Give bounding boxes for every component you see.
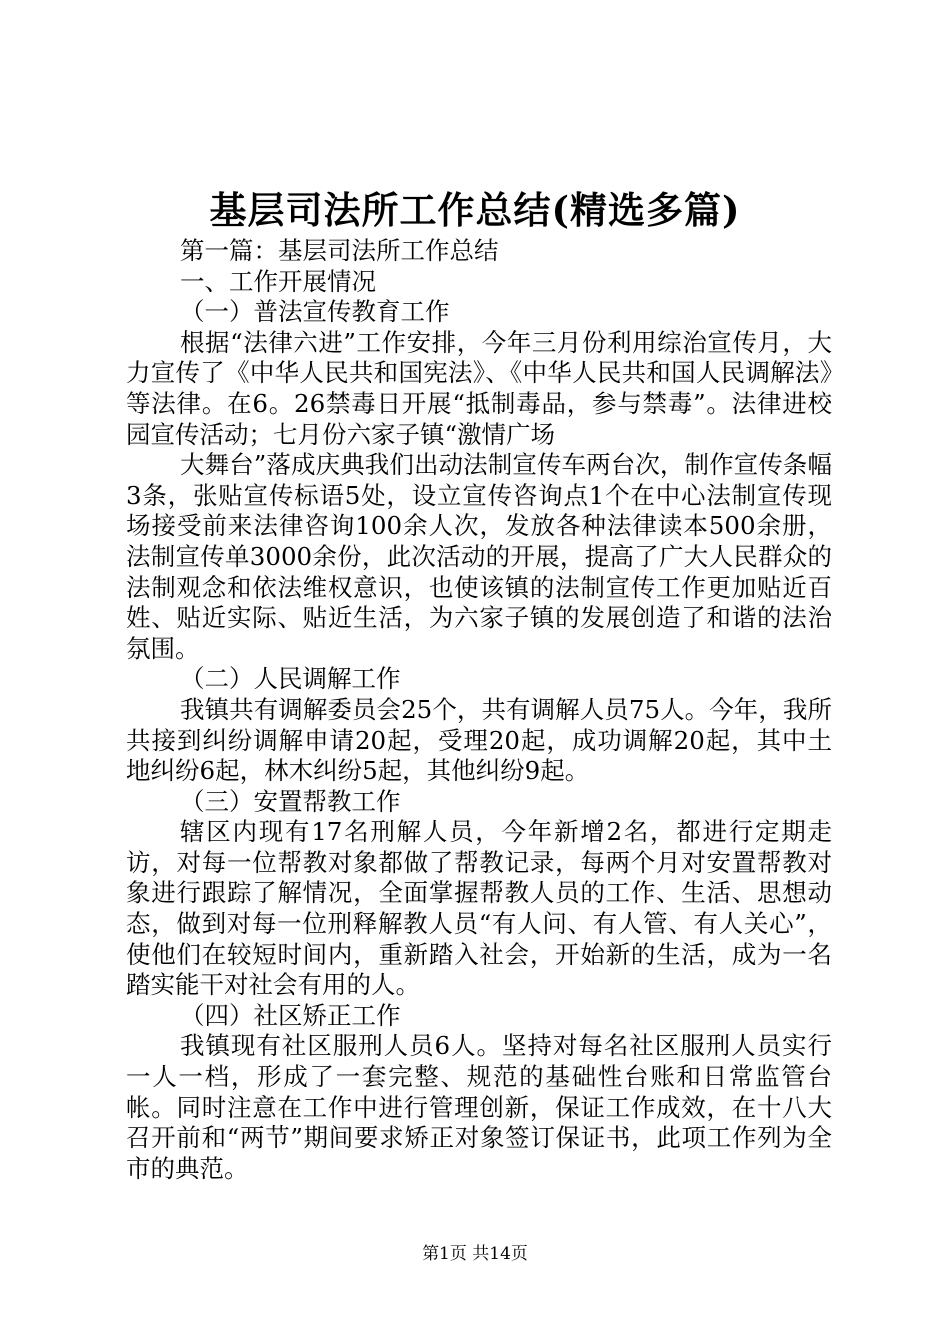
section-heading: 第一篇：基层司法所工作总结 xyxy=(180,236,499,265)
body-paragraph: 辖区内现有17名刑解人员，今年新增2名，都进行定期走访，对每一位帮教对象都做了帮教记录，每两个月对安置帮教对象进行跟踪了解情况，全面掌握帮教人员的工作、生活、思想动态，做到对每一位刑释解教人员“有人问、有人管、有人关心”，使他们在较短时间内，重新踏入社会，开始新的生活，成为一名踏实能干对社会有用的人。 xyxy=(126,817,832,1000)
page-footer: 第1页 共14页 xyxy=(422,1244,528,1264)
subsection-heading: （二）人民调解工作 xyxy=(180,664,401,694)
body-paragraph: 根据“法律六进”工作安排，今年三月份利用综治宣传月，大力宣传了《中华人民共和国宪法》、《中华人民共和国人民调解法》等法律。在6。26禁毒日开展“抵制毒品，参与禁毒”。法律进校园宣传活动；七月份六家子镇“激情广场 xyxy=(126,327,832,449)
document-title: 基层司法所工作总结(精选多篇) xyxy=(209,188,741,232)
body-paragraph: 我镇现有社区服刑人员6人。坚持对每名社区服刑人员实行一人一档，形成了一套完整、规范的基础性台账和日常监管台帐。同时注意在工作中进行管理创新，保证工作成效，在十八大召开前和“两节”期间要求矫正对象签订保证书，此项工作列为全市的典范。 xyxy=(126,1031,832,1183)
subsection-heading: （三）安置帮教工作 xyxy=(180,786,401,816)
body-paragraph: 我镇共有调解委员会25个，共有调解人员75人。今年，我所共接到纠纷调解申请20起，受理20起，成功调解20起，其中土地纠纷6起，林木纠纷5起，其他纠纷9起。 xyxy=(126,694,832,786)
subsection-heading: （一）普法宣传教育工作 xyxy=(180,297,450,327)
body-paragraph: 大舞台”落成庆典我们出动法制宣传车两台次，制作宣传条幅3条，张贴宣传标语5处，设立宣传咨询点1个在中心法制宣传现场接受前来法律咨询100余人次，发放各种法律读本500余册，法制宣传单3000余份，此次活动的开展，提高了广大人民群众的法制观念和依法维权意识，也使该镇的法制宣传工作更加贴近百姓、贴近实际、贴近生活，为六家子镇的发展创造了和谐的法治氛围。 xyxy=(126,450,832,663)
document-body xyxy=(126,236,832,1184)
section-heading: 一、工作开展情况 xyxy=(180,266,376,296)
subsection-heading: （四）社区矫正工作 xyxy=(180,1000,401,1030)
